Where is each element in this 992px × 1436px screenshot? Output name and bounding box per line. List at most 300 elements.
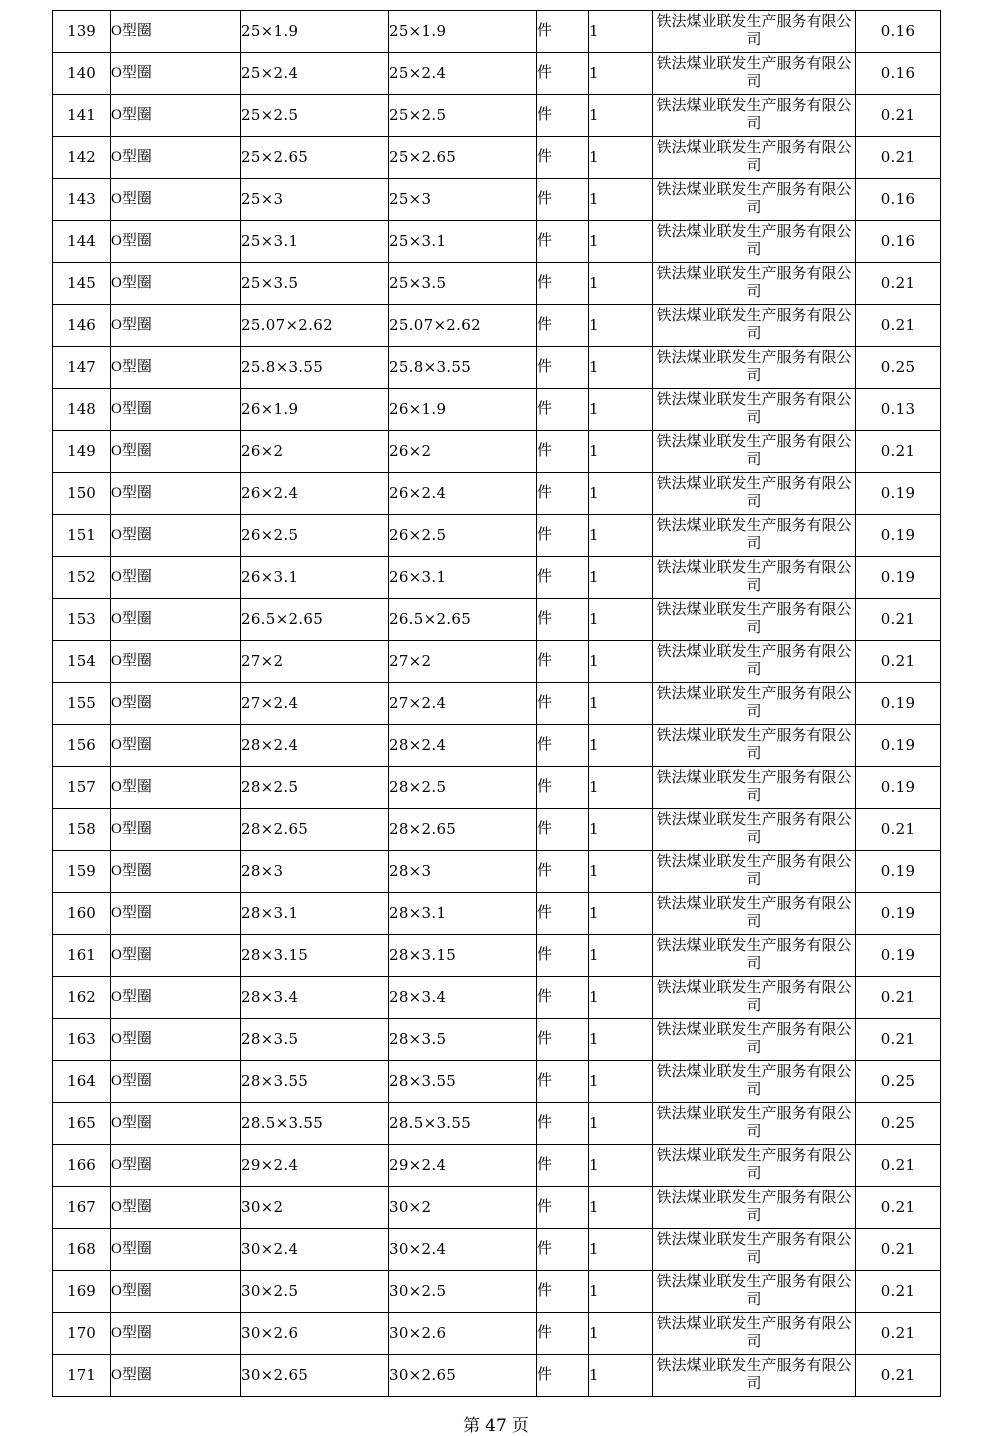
table-row [53,557,941,599]
cell-spec-secondary: 25.07×2.62 [389,305,537,347]
cell-quantity: 1 [589,977,653,1019]
cell-unit: 件 [537,473,589,515]
footer-prefix: 第 [463,1416,481,1435]
cell-item-name: O型圈 [111,137,241,179]
cell-quantity: 1 [589,1229,653,1271]
cell-unit-price: 0.19 [856,851,941,893]
cell-spec-secondary: 28×3.55 [389,1061,537,1103]
cell-unit-price: 0.25 [856,1061,941,1103]
cell-quantity: 1 [589,137,653,179]
cell-quantity: 1 [589,221,653,263]
cell-index: 149 [53,431,111,473]
cell-unit: 件 [537,347,589,389]
cell-spec-secondary: 25×3.1 [389,221,537,263]
cell-quantity: 1 [589,683,653,725]
cell-item-name: O型圈 [111,473,241,515]
cell-organization: 铁法煤业联发生产服务有限公司 [653,473,856,515]
cell-spec-secondary: 25×2.65 [389,137,537,179]
cell-index: 159 [53,851,111,893]
cell-item-name: O型圈 [111,179,241,221]
cell-item-name: O型圈 [111,641,241,683]
cell-organization: 铁法煤业联发生产服务有限公司 [653,1145,856,1187]
table-row [53,1145,941,1187]
cell-unit: 件 [537,389,589,431]
cell-unit: 件 [537,53,589,95]
cell-spec-secondary: 29×2.4 [389,1145,537,1187]
cell-spec-primary: 28×3.15 [241,935,389,977]
cell-spec-primary: 27×2 [241,641,389,683]
cell-quantity: 1 [589,809,653,851]
table-row [53,221,941,263]
cell-item-name: O型圈 [111,1313,241,1355]
cell-index: 168 [53,1229,111,1271]
cell-unit-price: 0.19 [856,515,941,557]
table-row [53,347,941,389]
cell-organization: 铁法煤业联发生产服务有限公司 [653,1061,856,1103]
cell-organization: 铁法煤业联发生产服务有限公司 [653,53,856,95]
cell-item-name: O型圈 [111,683,241,725]
cell-index: 170 [53,1313,111,1355]
cell-index: 165 [53,1103,111,1145]
cell-quantity: 1 [589,1061,653,1103]
table-row [53,137,941,179]
cell-spec-secondary: 28×3.4 [389,977,537,1019]
table-row [53,1271,941,1313]
cell-unit: 件 [537,809,589,851]
cell-unit: 件 [537,95,589,137]
cell-index: 166 [53,1145,111,1187]
cell-spec-primary: 26×1.9 [241,389,389,431]
cell-quantity: 1 [589,389,653,431]
cell-item-name: O型圈 [111,1229,241,1271]
cell-index: 162 [53,977,111,1019]
cell-spec-primary: 25×1.9 [241,11,389,53]
table-row [53,179,941,221]
cell-organization: 铁法煤业联发生产服务有限公司 [653,1313,856,1355]
cell-index: 161 [53,935,111,977]
cell-index: 164 [53,1061,111,1103]
cell-spec-primary: 26×3.1 [241,557,389,599]
cell-unit: 件 [537,893,589,935]
cell-unit: 件 [537,221,589,263]
cell-spec-primary: 28×3 [241,851,389,893]
cell-organization: 铁法煤业联发生产服务有限公司 [653,641,856,683]
cell-unit-price: 0.19 [856,767,941,809]
cell-unit: 件 [537,1145,589,1187]
cell-unit-price: 0.21 [856,1271,941,1313]
cell-item-name: O型圈 [111,809,241,851]
cell-unit-price: 0.25 [856,347,941,389]
cell-item-name: O型圈 [111,893,241,935]
cell-unit: 件 [537,725,589,767]
cell-unit: 件 [537,263,589,305]
cell-item-name: O型圈 [111,431,241,473]
cell-unit: 件 [537,1229,589,1271]
cell-unit: 件 [537,1187,589,1229]
cell-index: 145 [53,263,111,305]
cell-spec-primary: 25×2.4 [241,53,389,95]
table-row [53,1187,941,1229]
cell-quantity: 1 [589,515,653,557]
cell-unit: 件 [537,305,589,347]
cell-item-name: O型圈 [111,1061,241,1103]
cell-unit: 件 [537,935,589,977]
cell-unit-price: 0.16 [856,53,941,95]
table-row [53,11,941,53]
cell-unit-price: 0.21 [856,1229,941,1271]
cell-spec-primary: 25×3.1 [241,221,389,263]
cell-unit: 件 [537,11,589,53]
cell-index: 169 [53,1271,111,1313]
table-row [53,53,941,95]
cell-item-name: O型圈 [111,347,241,389]
cell-quantity: 1 [589,893,653,935]
cell-spec-primary: 28×2.65 [241,809,389,851]
cell-organization: 铁法煤业联发生产服务有限公司 [653,557,856,599]
cell-unit-price: 0.21 [856,263,941,305]
table-row [53,851,941,893]
cell-quantity: 1 [589,599,653,641]
cell-unit: 件 [537,851,589,893]
cell-unit-price: 0.21 [856,977,941,1019]
cell-spec-secondary: 26×2.5 [389,515,537,557]
cell-spec-secondary: 26×3.1 [389,557,537,599]
cell-spec-primary: 30×2 [241,1187,389,1229]
cell-unit-price: 0.19 [856,683,941,725]
cell-unit: 件 [537,1271,589,1313]
cell-spec-secondary: 28×3.15 [389,935,537,977]
cell-unit: 件 [537,1355,589,1397]
cell-spec-primary: 26×2.5 [241,515,389,557]
table-row [53,893,941,935]
cell-organization: 铁法煤业联发生产服务有限公司 [653,599,856,641]
cell-quantity: 1 [589,1103,653,1145]
cell-quantity: 1 [589,725,653,767]
cell-item-name: O型圈 [111,1187,241,1229]
table-row [53,935,941,977]
cell-spec-primary: 30×2.65 [241,1355,389,1397]
cell-unit-price: 0.21 [856,137,941,179]
cell-index: 152 [53,557,111,599]
cell-unit: 件 [537,641,589,683]
cell-spec-secondary: 30×2.6 [389,1313,537,1355]
table-body [53,11,941,1397]
cell-unit-price: 0.16 [856,221,941,263]
cell-index: 154 [53,641,111,683]
cell-quantity: 1 [589,851,653,893]
cell-unit: 件 [537,977,589,1019]
cell-spec-secondary: 26×1.9 [389,389,537,431]
cell-item-name: O型圈 [111,1145,241,1187]
cell-item-name: O型圈 [111,1271,241,1313]
page-footer [52,1411,940,1436]
cell-spec-secondary: 30×2 [389,1187,537,1229]
cell-item-name: O型圈 [111,1355,241,1397]
cell-spec-primary: 28.5×3.55 [241,1103,389,1145]
cell-organization: 铁法煤业联发生产服务有限公司 [653,431,856,473]
cell-organization: 铁法煤业联发生产服务有限公司 [653,1187,856,1229]
cell-organization: 铁法煤业联发生产服务有限公司 [653,893,856,935]
cell-unit: 件 [537,767,589,809]
cell-spec-secondary: 25×3.5 [389,263,537,305]
cell-item-name: O型圈 [111,1019,241,1061]
table-row [53,683,941,725]
cell-spec-primary: 30×2.4 [241,1229,389,1271]
table-row [53,599,941,641]
cell-organization: 铁法煤业联发生产服务有限公司 [653,1103,856,1145]
cell-unit: 件 [537,683,589,725]
cell-item-name: O型圈 [111,95,241,137]
cell-unit-price: 0.25 [856,1103,941,1145]
cell-quantity: 1 [589,95,653,137]
cell-unit-price: 0.16 [856,11,941,53]
cell-spec-secondary: 28×3 [389,851,537,893]
cell-index: 167 [53,1187,111,1229]
cell-spec-secondary: 28×2.4 [389,725,537,767]
cell-unit: 件 [537,1061,589,1103]
cell-spec-primary: 28×3.5 [241,1019,389,1061]
cell-index: 150 [53,473,111,515]
cell-index: 146 [53,305,111,347]
cell-organization: 铁法煤业联发生产服务有限公司 [653,305,856,347]
cell-unit: 件 [537,1019,589,1061]
cell-spec-secondary: 26×2 [389,431,537,473]
cell-item-name: O型圈 [111,305,241,347]
cell-unit-price: 0.21 [856,1145,941,1187]
table-row [53,767,941,809]
table-row [53,1019,941,1061]
cell-item-name: O型圈 [111,851,241,893]
cell-spec-secondary: 25×2.4 [389,53,537,95]
cell-quantity: 1 [589,53,653,95]
cell-organization: 铁法煤业联发生产服务有限公司 [653,683,856,725]
table-row [53,431,941,473]
cell-spec-secondary: 25×3 [389,179,537,221]
cell-spec-primary: 28×3.4 [241,977,389,1019]
cell-organization: 铁法煤业联发生产服务有限公司 [653,389,856,431]
cell-spec-primary: 28×2.4 [241,725,389,767]
cell-organization: 铁法煤业联发生产服务有限公司 [653,1229,856,1271]
cell-unit-price: 0.21 [856,431,941,473]
cell-quantity: 1 [589,1271,653,1313]
cell-item-name: O型圈 [111,1103,241,1145]
cell-unit-price: 0.21 [856,599,941,641]
cell-quantity: 1 [589,305,653,347]
cell-unit-price: 0.19 [856,557,941,599]
specification-table [52,10,941,1397]
cell-unit: 件 [537,599,589,641]
footer-suffix: 页 [511,1416,529,1435]
cell-spec-primary: 28×3.55 [241,1061,389,1103]
cell-spec-secondary: 25×1.9 [389,11,537,53]
cell-spec-primary: 25.07×2.62 [241,305,389,347]
cell-organization: 铁法煤业联发生产服务有限公司 [653,851,856,893]
cell-item-name: O型圈 [111,557,241,599]
cell-quantity: 1 [589,473,653,515]
cell-quantity: 1 [589,1187,653,1229]
cell-spec-secondary: 28.5×3.55 [389,1103,537,1145]
cell-organization: 铁法煤业联发生产服务有限公司 [653,11,856,53]
cell-spec-secondary: 28×2.65 [389,809,537,851]
cell-organization: 铁法煤业联发生产服务有限公司 [653,179,856,221]
cell-organization: 铁法煤业联发生产服务有限公司 [653,1271,856,1313]
cell-unit: 件 [537,515,589,557]
cell-item-name: O型圈 [111,935,241,977]
table-row [53,473,941,515]
cell-quantity: 1 [589,263,653,305]
cell-spec-secondary: 25×2.5 [389,95,537,137]
table-row [53,809,941,851]
cell-item-name: O型圈 [111,389,241,431]
cell-index: 144 [53,221,111,263]
cell-organization: 铁法煤业联发生产服务有限公司 [653,935,856,977]
table-row [53,305,941,347]
cell-index: 139 [53,11,111,53]
cell-spec-secondary: 30×2.4 [389,1229,537,1271]
cell-index: 156 [53,725,111,767]
cell-unit-price: 0.21 [856,641,941,683]
cell-quantity: 1 [589,1355,653,1397]
cell-quantity: 1 [589,179,653,221]
table-row [53,389,941,431]
cell-unit-price: 0.21 [856,809,941,851]
cell-quantity: 1 [589,347,653,389]
cell-item-name: O型圈 [111,221,241,263]
cell-index: 171 [53,1355,111,1397]
cell-unit-price: 0.19 [856,893,941,935]
cell-item-name: O型圈 [111,263,241,305]
cell-unit-price: 0.21 [856,305,941,347]
cell-organization: 铁法煤业联发生产服务有限公司 [653,221,856,263]
cell-unit-price: 0.19 [856,935,941,977]
table-row [53,1061,941,1103]
table-row [53,1313,941,1355]
cell-quantity: 1 [589,1145,653,1187]
table-row [53,977,941,1019]
cell-spec-primary: 25×2.5 [241,95,389,137]
cell-organization: 铁法煤业联发生产服务有限公司 [653,347,856,389]
cell-unit: 件 [537,179,589,221]
cell-quantity: 1 [589,935,653,977]
cell-spec-secondary: 26×2.4 [389,473,537,515]
cell-organization: 铁法煤业联发生产服务有限公司 [653,95,856,137]
cell-spec-primary: 29×2.4 [241,1145,389,1187]
cell-item-name: O型圈 [111,11,241,53]
cell-index: 153 [53,599,111,641]
cell-unit-price: 0.13 [856,389,941,431]
cell-spec-primary: 27×2.4 [241,683,389,725]
table-row [53,263,941,305]
cell-spec-primary: 25×3.5 [241,263,389,305]
table-row [53,725,941,767]
cell-unit: 件 [537,137,589,179]
page-number: 47 [485,1416,507,1436]
cell-quantity: 1 [589,431,653,473]
cell-spec-primary: 25×3 [241,179,389,221]
table-row [53,95,941,137]
cell-organization: 铁法煤业联发生产服务有限公司 [653,515,856,557]
cell-spec-secondary: 27×2 [389,641,537,683]
cell-index: 142 [53,137,111,179]
cell-unit-price: 0.21 [856,1187,941,1229]
cell-index: 155 [53,683,111,725]
cell-unit-price: 0.19 [856,473,941,515]
cell-index: 140 [53,53,111,95]
cell-quantity: 1 [589,641,653,683]
cell-index: 160 [53,893,111,935]
cell-spec-primary: 28×2.5 [241,767,389,809]
cell-organization: 铁法煤业联发生产服务有限公司 [653,767,856,809]
cell-spec-primary: 25×2.65 [241,137,389,179]
cell-unit-price: 0.21 [856,1019,941,1061]
cell-unit-price: 0.19 [856,725,941,767]
cell-index: 147 [53,347,111,389]
cell-unit: 件 [537,431,589,473]
cell-index: 158 [53,809,111,851]
cell-spec-secondary: 30×2.5 [389,1271,537,1313]
cell-organization: 铁法煤业联发生产服务有限公司 [653,809,856,851]
cell-organization: 铁法煤业联发生产服务有限公司 [653,263,856,305]
cell-quantity: 1 [589,1313,653,1355]
table-row [53,641,941,683]
cell-unit-price: 0.21 [856,1355,941,1397]
cell-spec-secondary: 30×2.65 [389,1355,537,1397]
cell-unit-price: 0.21 [856,1313,941,1355]
cell-quantity: 1 [589,767,653,809]
cell-organization: 铁法煤业联发生产服务有限公司 [653,1355,856,1397]
cell-quantity: 1 [589,11,653,53]
cell-organization: 铁法煤业联发生产服务有限公司 [653,1019,856,1061]
cell-index: 148 [53,389,111,431]
cell-item-name: O型圈 [111,767,241,809]
cell-organization: 铁法煤业联发生产服务有限公司 [653,725,856,767]
cell-item-name: O型圈 [111,515,241,557]
cell-unit-price: 0.16 [856,179,941,221]
cell-spec-primary: 26.5×2.65 [241,599,389,641]
table-row [53,1229,941,1271]
cell-spec-secondary: 28×2.5 [389,767,537,809]
cell-quantity: 1 [589,557,653,599]
cell-unit: 件 [537,557,589,599]
cell-spec-primary: 26×2.4 [241,473,389,515]
cell-unit: 件 [537,1103,589,1145]
cell-organization: 铁法煤业联发生产服务有限公司 [653,977,856,1019]
cell-item-name: O型圈 [111,599,241,641]
cell-item-name: O型圈 [111,725,241,767]
cell-item-name: O型圈 [111,53,241,95]
cell-spec-secondary: 26.5×2.65 [389,599,537,641]
cell-spec-primary: 28×3.1 [241,893,389,935]
cell-quantity: 1 [589,1019,653,1061]
cell-index: 141 [53,95,111,137]
table-row [53,515,941,557]
cell-spec-primary: 30×2.5 [241,1271,389,1313]
cell-spec-primary: 26×2 [241,431,389,473]
cell-organization: 铁法煤业联发生产服务有限公司 [653,137,856,179]
cell-unit-price: 0.21 [856,95,941,137]
table-row [53,1103,941,1145]
cell-spec-secondary: 25.8×3.55 [389,347,537,389]
cell-index: 143 [53,179,111,221]
cell-index: 151 [53,515,111,557]
cell-spec-primary: 25.8×3.55 [241,347,389,389]
cell-spec-secondary: 28×3.5 [389,1019,537,1061]
cell-index: 163 [53,1019,111,1061]
table-row [53,1355,941,1397]
cell-spec-primary: 30×2.6 [241,1313,389,1355]
cell-unit: 件 [537,1313,589,1355]
cell-spec-secondary: 28×3.1 [389,893,537,935]
